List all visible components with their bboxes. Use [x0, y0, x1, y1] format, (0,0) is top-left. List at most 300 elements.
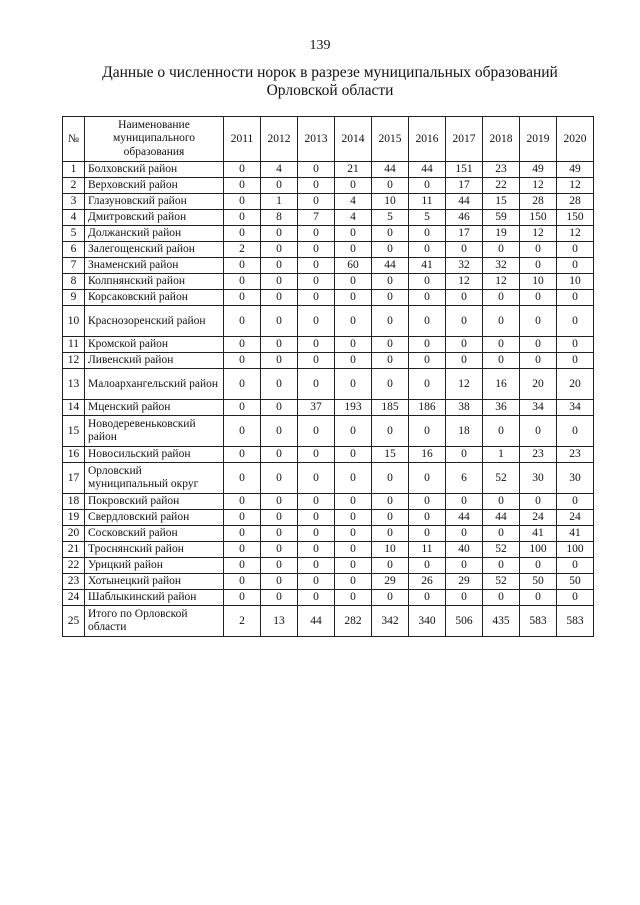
value-cell: 0: [372, 306, 409, 337]
value-cell: 0: [372, 226, 409, 242]
value-cell: 10: [372, 194, 409, 210]
row-number: 21: [63, 542, 85, 558]
value-cell: 0: [224, 337, 261, 353]
table-row: [63, 162, 594, 178]
value-cell: 0: [372, 369, 409, 400]
value-cell: 0: [372, 590, 409, 606]
table-row: [63, 526, 594, 542]
value-cell: 0: [261, 369, 298, 400]
value-cell: 0: [557, 590, 594, 606]
value-cell: 0: [261, 178, 298, 194]
row-number: 18: [63, 494, 85, 510]
value-cell: 49: [557, 162, 594, 178]
value-cell: 506: [446, 606, 483, 637]
value-cell: 0: [409, 226, 446, 242]
value-cell: 0: [520, 258, 557, 274]
value-cell: 0: [224, 447, 261, 463]
value-cell: 15: [372, 447, 409, 463]
title-line-2: Орловской области: [266, 82, 394, 99]
value-cell: 0: [298, 306, 335, 337]
value-cell: 0: [261, 574, 298, 590]
value-cell: 52: [483, 542, 520, 558]
value-cell: 52: [483, 574, 520, 590]
value-cell: 12: [446, 274, 483, 290]
value-cell: 0: [298, 526, 335, 542]
table-row: [63, 274, 594, 290]
value-cell: 24: [520, 510, 557, 526]
value-cell: 0: [261, 353, 298, 369]
municipality-name: Мценский район: [85, 400, 224, 416]
value-cell: 41: [520, 526, 557, 542]
value-cell: 0: [409, 242, 446, 258]
value-cell: 0: [261, 306, 298, 337]
table-row: [63, 210, 594, 226]
value-cell: 44: [372, 258, 409, 274]
row-number: 5: [63, 226, 85, 242]
value-cell: 0: [409, 306, 446, 337]
row-number: 13: [63, 369, 85, 400]
value-cell: 0: [409, 494, 446, 510]
value-cell: 30: [520, 463, 557, 494]
value-cell: 0: [446, 290, 483, 306]
header-year: 2018: [483, 117, 520, 162]
table-row: [63, 226, 594, 242]
municipality-name: Дмитровский район: [85, 210, 224, 226]
value-cell: 0: [520, 494, 557, 510]
value-cell: 19: [483, 226, 520, 242]
table-row: [63, 178, 594, 194]
value-cell: 0: [261, 337, 298, 353]
value-cell: 0: [298, 574, 335, 590]
value-cell: 50: [520, 574, 557, 590]
value-cell: 34: [520, 400, 557, 416]
value-cell: 0: [261, 542, 298, 558]
value-cell: 435: [483, 606, 520, 637]
municipality-name: Колпнянский район: [85, 274, 224, 290]
value-cell: 0: [557, 494, 594, 510]
value-cell: 0: [224, 178, 261, 194]
value-cell: 282: [335, 606, 372, 637]
municipality-name: Кромской район: [85, 337, 224, 353]
value-cell: 0: [224, 369, 261, 400]
value-cell: 0: [298, 226, 335, 242]
header-year: 2019: [520, 117, 557, 162]
value-cell: 0: [409, 416, 446, 447]
value-cell: 16: [483, 369, 520, 400]
value-cell: 12: [557, 226, 594, 242]
row-number: 17: [63, 463, 85, 494]
value-cell: 0: [520, 416, 557, 447]
value-cell: 0: [483, 590, 520, 606]
value-cell: 60: [335, 258, 372, 274]
value-cell: 0: [224, 400, 261, 416]
row-number: 23: [63, 574, 85, 590]
municipality-name: Верховский район: [85, 178, 224, 194]
value-cell: 12: [483, 274, 520, 290]
table-row: [63, 400, 594, 416]
table-row: [63, 590, 594, 606]
value-cell: 0: [261, 274, 298, 290]
value-cell: 28: [557, 194, 594, 210]
row-number: 22: [63, 558, 85, 574]
value-cell: 21: [335, 162, 372, 178]
value-cell: 0: [520, 353, 557, 369]
value-cell: 29: [372, 574, 409, 590]
municipality-name: Малоархангельский район: [85, 369, 224, 400]
value-cell: 23: [520, 447, 557, 463]
value-cell: 0: [372, 242, 409, 258]
value-cell: 342: [372, 606, 409, 637]
value-cell: 0: [557, 353, 594, 369]
header-number: №: [63, 117, 85, 162]
value-cell: 0: [224, 226, 261, 242]
value-cell: 0: [409, 290, 446, 306]
value-cell: 0: [261, 510, 298, 526]
municipality-name: Покровский район: [85, 494, 224, 510]
municipality-name: Орловский муниципальный округ: [85, 463, 224, 494]
value-cell: 0: [483, 290, 520, 306]
value-cell: 0: [372, 558, 409, 574]
table-header-row: [63, 117, 594, 162]
municipality-name: Хотынецкий район: [85, 574, 224, 590]
value-cell: 0: [224, 463, 261, 494]
value-cell: 15: [483, 194, 520, 210]
header-year: 2017: [446, 117, 483, 162]
table-row: [63, 574, 594, 590]
value-cell: 4: [335, 194, 372, 210]
value-cell: 0: [224, 526, 261, 542]
value-cell: 0: [298, 447, 335, 463]
value-cell: 151: [446, 162, 483, 178]
value-cell: 0: [224, 290, 261, 306]
value-cell: 583: [557, 606, 594, 637]
row-number: 7: [63, 258, 85, 274]
row-number: 12: [63, 353, 85, 369]
value-cell: 0: [298, 194, 335, 210]
value-cell: 4: [261, 162, 298, 178]
value-cell: 0: [335, 510, 372, 526]
table-row: [63, 542, 594, 558]
value-cell: 38: [446, 400, 483, 416]
value-cell: 0: [520, 590, 557, 606]
value-cell: 0: [335, 178, 372, 194]
table-row: [63, 494, 594, 510]
value-cell: 0: [261, 526, 298, 542]
value-cell: 44: [483, 510, 520, 526]
table-row: [63, 606, 594, 637]
value-cell: 50: [557, 574, 594, 590]
value-cell: 0: [372, 353, 409, 369]
value-cell: 32: [446, 258, 483, 274]
value-cell: 0: [298, 274, 335, 290]
value-cell: 12: [446, 369, 483, 400]
value-cell: 59: [483, 210, 520, 226]
table-row: [63, 558, 594, 574]
municipality-name: Троснянский район: [85, 542, 224, 558]
header-year: 2011: [224, 117, 261, 162]
row-number: 14: [63, 400, 85, 416]
value-cell: 0: [520, 337, 557, 353]
value-cell: 0: [298, 178, 335, 194]
value-cell: 185: [372, 400, 409, 416]
value-cell: 0: [224, 194, 261, 210]
municipality-name: Шаблыкинский район: [85, 590, 224, 606]
value-cell: 10: [372, 542, 409, 558]
row-number: 4: [63, 210, 85, 226]
value-cell: 150: [520, 210, 557, 226]
value-cell: 0: [224, 494, 261, 510]
value-cell: 44: [446, 510, 483, 526]
value-cell: 34: [557, 400, 594, 416]
value-cell: 0: [335, 447, 372, 463]
value-cell: 0: [335, 590, 372, 606]
value-cell: 0: [409, 353, 446, 369]
value-cell: 44: [298, 606, 335, 637]
value-cell: 0: [446, 494, 483, 510]
municipality-name: Сосковский район: [85, 526, 224, 542]
value-cell: 30: [557, 463, 594, 494]
value-cell: 20: [520, 369, 557, 400]
table-row: [63, 290, 594, 306]
value-cell: 0: [372, 463, 409, 494]
value-cell: 0: [261, 290, 298, 306]
value-cell: 0: [335, 290, 372, 306]
value-cell: 0: [261, 226, 298, 242]
value-cell: 0: [298, 590, 335, 606]
value-cell: 0: [224, 162, 261, 178]
municipality-name: Краснозоренский район: [85, 306, 224, 337]
value-cell: 100: [520, 542, 557, 558]
value-cell: 0: [372, 178, 409, 194]
value-cell: 0: [483, 494, 520, 510]
value-cell: 49: [520, 162, 557, 178]
value-cell: 0: [298, 558, 335, 574]
value-cell: 0: [483, 242, 520, 258]
municipality-name: Итого по Орловской области: [85, 606, 224, 637]
value-cell: 5: [372, 210, 409, 226]
value-cell: 20: [557, 369, 594, 400]
value-cell: 0: [409, 558, 446, 574]
value-cell: 0: [335, 226, 372, 242]
row-number: 8: [63, 274, 85, 290]
value-cell: 0: [335, 574, 372, 590]
value-cell: 0: [557, 242, 594, 258]
value-cell: 0: [261, 447, 298, 463]
table-row: [63, 447, 594, 463]
header-year: 2012: [261, 117, 298, 162]
row-number: 15: [63, 416, 85, 447]
value-cell: 0: [224, 210, 261, 226]
value-cell: 7: [298, 210, 335, 226]
value-cell: 0: [557, 290, 594, 306]
value-cell: 0: [372, 510, 409, 526]
value-cell: 0: [298, 369, 335, 400]
row-number: 3: [63, 194, 85, 210]
value-cell: 0: [557, 258, 594, 274]
table-body: [63, 162, 594, 637]
value-cell: 29: [446, 574, 483, 590]
value-cell: 193: [335, 400, 372, 416]
value-cell: 0: [298, 353, 335, 369]
value-cell: 0: [557, 416, 594, 447]
value-cell: 0: [557, 306, 594, 337]
value-cell: 44: [446, 194, 483, 210]
value-cell: 0: [261, 463, 298, 494]
value-cell: 0: [261, 400, 298, 416]
value-cell: 11: [409, 194, 446, 210]
value-cell: 10: [557, 274, 594, 290]
value-cell: 0: [298, 416, 335, 447]
value-cell: 32: [483, 258, 520, 274]
header-name: Наименование муниципального образования: [85, 117, 224, 162]
value-cell: 0: [372, 290, 409, 306]
row-number: 10: [63, 306, 85, 337]
value-cell: 0: [335, 416, 372, 447]
value-cell: 1: [483, 447, 520, 463]
value-cell: 186: [409, 400, 446, 416]
value-cell: 0: [335, 353, 372, 369]
mink-population-table: [62, 116, 594, 637]
municipality-name: Болховский район: [85, 162, 224, 178]
value-cell: 46: [446, 210, 483, 226]
value-cell: 583: [520, 606, 557, 637]
value-cell: 340: [409, 606, 446, 637]
row-number: 9: [63, 290, 85, 306]
header-year: 2013: [298, 117, 335, 162]
value-cell: 0: [483, 306, 520, 337]
value-cell: 0: [298, 542, 335, 558]
row-number: 11: [63, 337, 85, 353]
value-cell: 36: [483, 400, 520, 416]
row-number: 20: [63, 526, 85, 542]
value-cell: 0: [557, 558, 594, 574]
value-cell: 0: [409, 463, 446, 494]
value-cell: 0: [483, 526, 520, 542]
value-cell: 2: [224, 606, 261, 637]
value-cell: 0: [557, 337, 594, 353]
value-cell: 0: [224, 542, 261, 558]
value-cell: 0: [335, 242, 372, 258]
value-cell: 0: [224, 558, 261, 574]
value-cell: 0: [335, 306, 372, 337]
value-cell: 2: [224, 242, 261, 258]
table-row: [63, 353, 594, 369]
value-cell: 12: [520, 178, 557, 194]
value-cell: 8: [261, 210, 298, 226]
table-row: [63, 194, 594, 210]
value-cell: 0: [261, 258, 298, 274]
header-year: 2014: [335, 117, 372, 162]
value-cell: 0: [335, 558, 372, 574]
value-cell: 0: [261, 494, 298, 510]
value-cell: 0: [335, 337, 372, 353]
value-cell: 0: [335, 542, 372, 558]
page-number: 139: [309, 38, 331, 53]
value-cell: 0: [520, 306, 557, 337]
value-cell: 0: [372, 494, 409, 510]
value-cell: 24: [557, 510, 594, 526]
value-cell: 37: [298, 400, 335, 416]
municipality-name: Новодеревеньковский район: [85, 416, 224, 447]
value-cell: 0: [298, 337, 335, 353]
row-number: 24: [63, 590, 85, 606]
value-cell: 0: [224, 258, 261, 274]
value-cell: 41: [409, 258, 446, 274]
value-cell: 0: [224, 274, 261, 290]
table-row: [63, 510, 594, 526]
value-cell: 26: [409, 574, 446, 590]
table-row: [63, 369, 594, 400]
value-cell: 0: [261, 416, 298, 447]
value-cell: 41: [557, 526, 594, 542]
row-number: 16: [63, 447, 85, 463]
value-cell: 0: [520, 558, 557, 574]
header-year: 2015: [372, 117, 409, 162]
value-cell: 0: [446, 526, 483, 542]
value-cell: 0: [335, 463, 372, 494]
value-cell: 12: [557, 178, 594, 194]
value-cell: 0: [409, 178, 446, 194]
value-cell: 0: [372, 526, 409, 542]
row-number: 25: [63, 606, 85, 637]
value-cell: 0: [372, 416, 409, 447]
value-cell: 12: [520, 226, 557, 242]
value-cell: 0: [446, 447, 483, 463]
value-cell: 23: [557, 447, 594, 463]
municipality-name: Новосильский район: [85, 447, 224, 463]
value-cell: 1: [261, 194, 298, 210]
value-cell: 150: [557, 210, 594, 226]
title-line-1: Данные о численности норок в разрезе муниципальных образований: [102, 64, 558, 81]
value-cell: 0: [409, 590, 446, 606]
value-cell: 0: [224, 590, 261, 606]
value-cell: 0: [483, 353, 520, 369]
row-number: 19: [63, 510, 85, 526]
value-cell: 0: [224, 306, 261, 337]
value-cell: 0: [372, 274, 409, 290]
value-cell: 0: [483, 558, 520, 574]
value-cell: 23: [483, 162, 520, 178]
value-cell: 0: [335, 494, 372, 510]
value-cell: 13: [261, 606, 298, 637]
document-title: [60, 64, 600, 100]
value-cell: 28: [520, 194, 557, 210]
municipality-name: Урицкий район: [85, 558, 224, 574]
value-cell: 0: [298, 162, 335, 178]
table-row: [63, 337, 594, 353]
value-cell: 100: [557, 542, 594, 558]
value-cell: 0: [446, 306, 483, 337]
value-cell: 0: [520, 290, 557, 306]
municipality-name: Знаменский район: [85, 258, 224, 274]
value-cell: 44: [409, 162, 446, 178]
value-cell: 11: [409, 542, 446, 558]
municipality-name: Залегощенский район: [85, 242, 224, 258]
table-row: [63, 416, 594, 447]
table-row: [63, 463, 594, 494]
value-cell: 0: [298, 258, 335, 274]
value-cell: 44: [372, 162, 409, 178]
municipality-name: Корсаковский район: [85, 290, 224, 306]
value-cell: 18: [446, 416, 483, 447]
value-cell: 17: [446, 178, 483, 194]
value-cell: 5: [409, 210, 446, 226]
row-number: 6: [63, 242, 85, 258]
value-cell: 0: [409, 337, 446, 353]
value-cell: 0: [224, 353, 261, 369]
value-cell: 0: [298, 242, 335, 258]
value-cell: 0: [409, 526, 446, 542]
